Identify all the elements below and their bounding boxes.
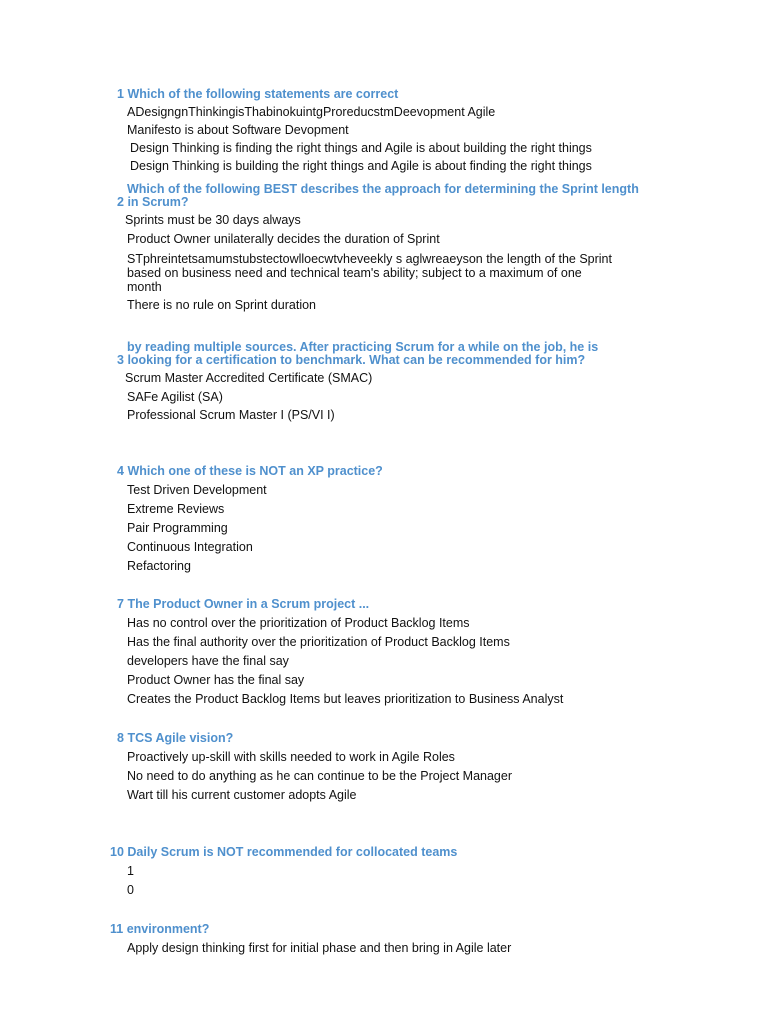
- option-4c: Pair Programming: [127, 521, 228, 535]
- question-number: 10: [110, 845, 124, 859]
- option-4b: Extreme Reviews: [127, 502, 225, 516]
- option-8a: Proactively up-skill with skills needed to work in Agile Roles: [127, 750, 455, 764]
- option-3a: Scrum Master Accredited Certificate (SMAC): [125, 371, 373, 385]
- question-10: [110, 845, 457, 859]
- option-8b: No need to do anything as he can continue to be the Project Manager: [127, 769, 512, 783]
- question-number: 7: [117, 597, 124, 611]
- option-4d: Continuous Integration: [127, 540, 253, 554]
- option-7a: Has no control over the prioritization of Product Backlog Items: [127, 616, 470, 630]
- question-text: Which of the following statements are correct: [127, 87, 399, 101]
- question-2-line-1: Which of the following BEST describes the approach for determining the Sprint length: [127, 182, 639, 196]
- option-11a: Apply design thinking first for initial phase and then bring in Agile later: [127, 941, 512, 955]
- question-3-line-2: [117, 353, 585, 367]
- option-4a: Test Driven Development: [127, 483, 267, 497]
- question-text: environment?: [126, 922, 210, 936]
- option-10b: 0: [127, 883, 134, 897]
- question-8: [117, 731, 233, 745]
- question-text: Daily Scrum is NOT recommended for collocated teams: [127, 845, 458, 859]
- option-2c-line-3: month: [127, 280, 162, 294]
- option-2d: There is no rule on Sprint duration: [127, 298, 316, 312]
- option-1a-line-1: ADesigngnThinkingisThabinokuintgProreducstmDeevopment Agile: [127, 105, 496, 119]
- option-7c: developers have the final say: [127, 654, 289, 668]
- option-1b: Design Thinking is finding the right things and Agile is about building the right things: [130, 141, 592, 155]
- question-number: 3: [117, 353, 124, 367]
- question-3-line-1: by reading multiple sources. After practicing Scrum for a while on the job, he is: [127, 340, 599, 354]
- option-1a-line-2: Manifesto is about Software Devopment: [127, 123, 349, 137]
- question-7: [117, 597, 369, 611]
- question-11: [110, 922, 209, 936]
- question-4: [117, 464, 383, 478]
- option-2c-line-2: based on business need and technical team's ability; subject to a maximum of one: [127, 266, 582, 280]
- option-8c: Wart till his current customer adopts Agile: [127, 788, 357, 802]
- option-7d: Product Owner has the final say: [127, 673, 305, 687]
- question-number: 11: [110, 922, 124, 936]
- option-2b: Product Owner unilaterally decides the duration of Sprint: [127, 232, 440, 246]
- question-number: 4: [117, 464, 124, 478]
- question-text: The Product Owner in a Scrum project ...: [127, 597, 370, 611]
- option-10a: 1: [127, 864, 134, 878]
- question-text: Which one of these is NOT an XP practice?: [127, 464, 383, 478]
- option-7b: Has the final authority over the prioritization of Product Backlog Items: [127, 635, 510, 649]
- option-2a: Sprints must be 30 days always: [125, 213, 301, 227]
- question-number: 2: [117, 195, 124, 209]
- option-7e: Creates the Product Backlog Items but leaves prioritization to Business Analyst: [127, 692, 564, 706]
- option-4e: Refactoring: [127, 559, 191, 573]
- question-text: in Scrum?: [127, 195, 189, 209]
- question-number: 8: [117, 731, 124, 745]
- option-1c: Design Thinking is building the right things and Agile is about finding the right things: [130, 159, 592, 173]
- question-number: 1: [117, 87, 124, 101]
- option-2c-line-1: STphreintetsamumstubstectowlloecwtvheveekly s aglwreaeyson the length of the Sprint: [127, 252, 612, 266]
- option-3b: SAFe Agilist (SA): [127, 390, 223, 404]
- question-text: looking for a certification to benchmark. What can be recommended for him?: [127, 353, 586, 367]
- question-2-line-2: [117, 195, 189, 209]
- question-1: [117, 87, 398, 101]
- option-3c: Professional Scrum Master I (PS/VI I): [127, 408, 335, 422]
- question-text: TCS Agile vision?: [127, 731, 234, 745]
